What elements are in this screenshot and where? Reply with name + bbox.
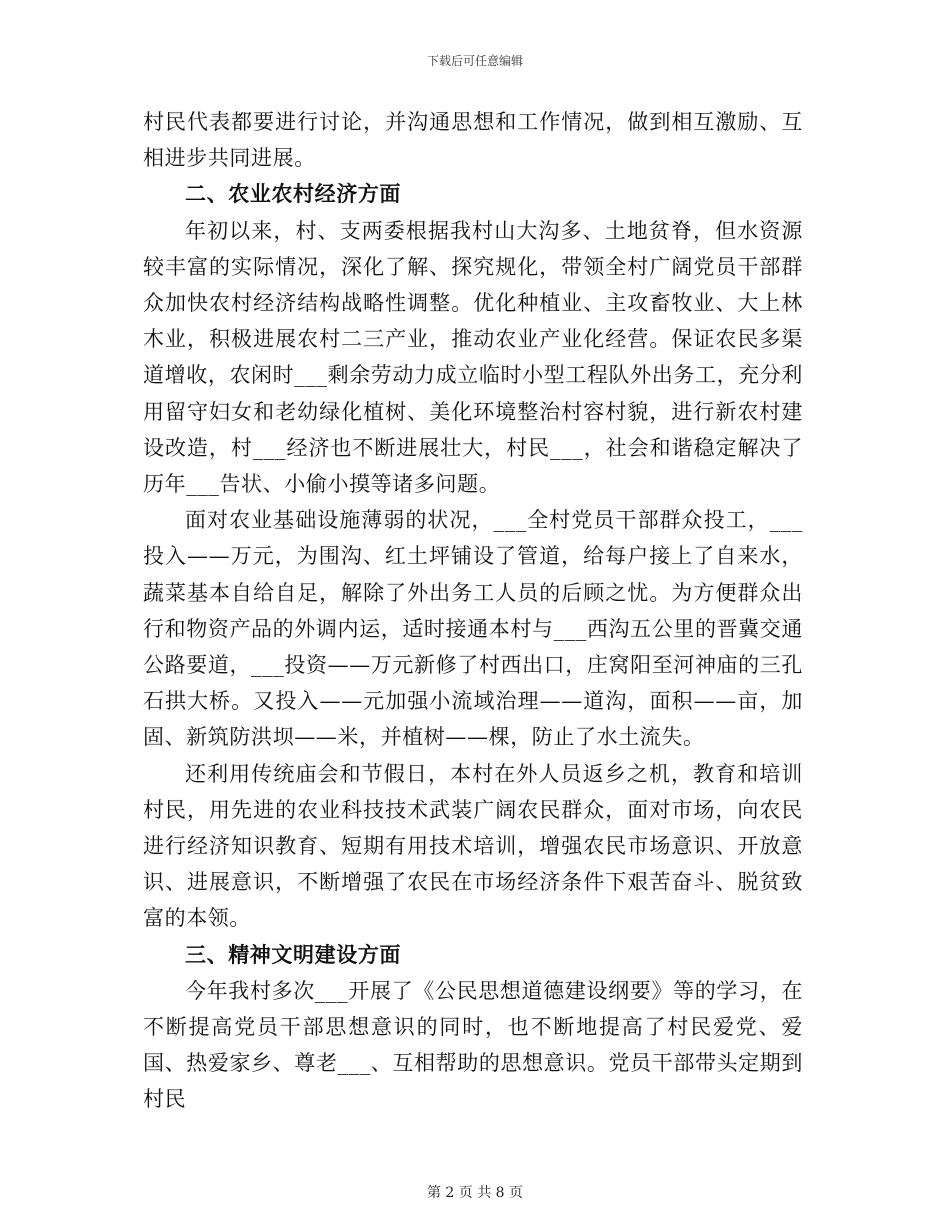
paragraph-economy: 年初以来，村、支两委根据我村山大沟多、土地贫脊，但水资源较丰富的实际情况，深化了解、探究规化，带领全村广阔党员干部群众加快农村经济结构战略性调整。优化种植业、主攻畜牧业、大上林木业，积极进展农村二三产业，推动农业产业化经营。保证农民多渠道增收，农闲时___剩余劳动力成立临时小型工程队外出务工，充分利用留守妇女和老幼绿化植树、美化环境整治村容村貌，进行新农村建设改造，村___经济也不断进展壮大，村民___，社会和谐稳定解决了历年___告状、小偷小摸等诸多问题。 — [143, 218, 803, 497]
document-body — [143, 104, 803, 1118]
paragraph-civilization: 今年我村多次___开展了《公民思想道德建设纲要》等的学习，在不断提高党员干部思想意识的同时，也不断地提高了村民爱党、爱国、热爱家乡、尊老___、互相帮助的思想意识。党员干部带头定期到村民 — [143, 978, 803, 1112]
section-heading-agriculture: 二、农业农村经济方面 — [185, 181, 401, 207]
paragraph-infrastructure: 面对农业基础设施薄弱的状况，___全村党员干部群众投工，___投入——万元，为围沟、红土坪铺设了管道，给每户接上了自来水，蔬菜基本自给自足，解除了外出务工人员的后顾之忧。为方便群众出行和物资产品的外调内运，适时接通本村与___西沟五公里的晋冀交通公路要道，___投资——万元新修了村西出口，庄窝阳至河神庙的三孔石拱大桥。又投入——元加强小流域治理——道沟，面积——亩，加固、新筑防洪坝——米，并植树——棵，防止了水土流失。 — [143, 508, 803, 750]
paragraph-training: 还利用传统庙会和节假日，本村在外人员返乡之机，教育和培训村民，用先进的农业科技技术武装广阔农民群众，面对市场，向农民进行经济知识教育、短期有用技术培训，增强农民市场意识、开放意识、进展意识，不断增强了农民在市场经济条件下艰苦奋斗、脱贫致富的本领。 — [143, 761, 803, 931]
page-footer: 第 2 页 共 8 页 — [426, 1185, 524, 1201]
section-heading-civilization: 三、精神文明建设方面 — [185, 941, 401, 967]
page-header: 下载后可任意编辑 — [426, 54, 523, 68]
paragraph-continuation: 村民代表都要进行讨论，并沟通思想和工作情况，做到相互激励、互相进步共同进展。 — [143, 110, 803, 171]
